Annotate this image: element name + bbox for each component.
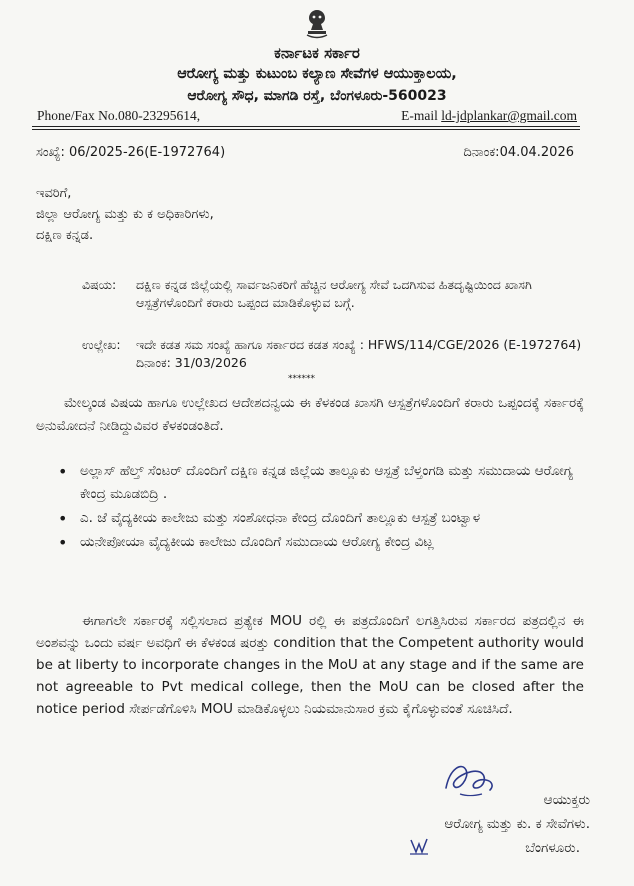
list-item: • ಎ. ಜೆ ವೈದ್ಯಕೀಯ ಕಾಲೇಜು ಮತ್ತು ಸಂಶೋಧನಾ ಕೇಂದ್ರ ದೊಂದಿಗೆ ತಾಲ್ಲೂಕು ಆಸ್ಪತ್ರೆ ಬಂಟ್ವಾಳ — [58, 507, 584, 530]
signatory-title: ಆಯುಕ್ತರು — [543, 792, 590, 808]
list-item: • ಯನೇಪೋಯಾ ವೈದ್ಯಕೀಯ ಕಾಲೇಜು ದೊಂದಿಗೆ ಸಮುದಾಯ ಆರೋಗ್ಯ ಕೇಂದ್ರ ವಿಟ್ಲ — [58, 531, 584, 554]
letter-date: ದಿನಾಂಕ:04.04.2026 — [463, 145, 574, 160]
list-item: • ಅಲ್ಲಾಸ್ ಹೆಲ್ತ್ ಸೆಂಟರ್ ದೊಂದಿಗೆ ದಕ್ಷಿಣ ಕನ್ನಡ ಜಿಲ್ಲೆಯ ತಾಲ್ಲೂಕು ಆಸ್ಪತ್ರೆ ಬೆಳ್ತಂಗಡಿ ಮತ್ತು ಸಮುದಾಯ ಆರೋಗ್ಯ ಕೇಂದ್ರ ಮೂಡಬಿದ್ರಿ . — [58, 460, 584, 506]
subject-text: ದಕ್ಷಿಣ ಕನ್ನಡ ಜಿಲ್ಲೆಯಲ್ಲಿ ಸಾರ್ವಜನಿಕರಿಗೆ ಹೆಚ್ಚಿನ ಆರೋಗ್ಯ ಸೇವೆ ಒದಗಿಸುವ ಹಿತದೃಷ್ಟಿಯಿಂದ ಖಾಸಗಿ ಆಸ್ಪತ್ರೆಗಳೊಂದಿಗೆ ಕರಾರು ಒಪ್ಪಂದ ಮಾಡಿಕೊಳ್ಳುವ ಬಗ್ಗೆ. — [136, 277, 532, 310]
reference-text: ಇದೇ ಕಡತ ಸಮ ಸಂಖ್ಯೆ ಹಾಗೂ ಸರ್ಕಾರದ ಕಡತ ಸಂಖ್ಯೆ : HFWS/114/CGE/2026 (E-1972764) ದಿನಾಂಕ: 31/03/2026 — [136, 337, 582, 370]
signatory-dept: ಆರೋಗ್ಯ ಮತ್ತು ಕು. ಕ ಸೇವೆಗಳು. — [444, 816, 590, 832]
letterhead-phone: Phone/Fax No.080-23295614, — [37, 108, 201, 123]
email-address: ld-jdplankar@gmail.com — [441, 108, 577, 123]
reference-number: ಸಂಖ್ಯೆ: 06/2025-26(E-1972764) — [36, 145, 226, 160]
letterhead-office: ಆರೋಗ್ಯ ಮತ್ತು ಕುಟುಂಬ ಕಲ್ಯಾಣ ಸೇವೆಗಳ ಆಯುಕ್ತಾಲಯ, — [177, 66, 457, 82]
subject-label: ವಿಷಯ: — [82, 277, 117, 292]
letterhead-email — [401, 108, 577, 124]
signatory-place: ಬೆಂಗಳೂರು. — [525, 840, 580, 856]
hospital-list — [58, 460, 584, 555]
closing-paragraph: ಈಗಾಗಲೇ ಸರ್ಕಾರಕ್ಕೆ ಸಲ್ಲಿಸಲಾದ ಪ್ರತ್ಯೇಕ MOU ರಲ್ಲಿ ಈ ಪತ್ರದೊಂದಿಗೆ ಲಗತ್ತಿಸಿರುವ ಸರ್ಕಾರದ ಪತ್ರದಲ್ಲಿನ ಈ ಅಂಶವನ್ನು ಒಂದು ವರ್ಷ ಅವಧಿಗೆ ಈ ಕೆಳಕಂಡ ಷರತ್ತು condition that the Competent authority would be at liberty to incorporate changes in the MoU at any stage and if the same are not agreeable to Pvt medical college, then the MoU can be closed after the notice period ಸೇರ್ಪಡೆಗೊಳಿಸಿ MOU ಮಾಡಿಕೊಳ್ಳಲು ನಿಯಮಾನುಸಾರ ಕ್ರಮ ಕೈಗೊಳ್ಳುವಂತೆ ಸೂಚಿಸಿದೆ. — [36, 613, 584, 717]
header-rule — [32, 126, 580, 127]
reference-label: ಉಲ್ಲೇಖ: — [82, 337, 121, 352]
intro-paragraph: ಮೇಲ್ಕಂಡ ವಿಷಯ ಹಾಗೂ ಉಲ್ಲೇಖದ ಆದೇಶದನ್ವಯ ಈ ಕೆಳಕಂಡ ಖಾಸಗಿ ಆಸ್ಪತ್ರೆಗಳೊಂದಿಗೆ ಕರಾರು ಒಪ್ಪಂದಕ್ಕೆ ಸರ್ಕಾರಕ್ಕೆ ಅನುಮೋದನೆ ನೀಡಿದ್ದುವಿವರ ಕೆಳಕಂಡಂತಿದೆ. — [36, 395, 584, 434]
reference-block — [82, 336, 582, 372]
header-rule-secondary — [32, 129, 580, 130]
email-label: E-mail — [401, 108, 442, 123]
recipient-line: ಇವರಿಗೆ, — [36, 186, 72, 201]
recipient-line: ದಕ್ಷಿಣ ಕನ್ನಡ. — [36, 228, 94, 243]
recipient-line: ಜಿಲ್ಲಾ ಆರೋಗ್ಯ ಮತ್ತು ಕು ಕ ಅಧಿಕಾರಿಗಳು, — [36, 207, 214, 222]
initial-mark-icon — [408, 836, 430, 856]
recipient-block — [36, 183, 214, 246]
state-emblem-icon — [303, 8, 331, 42]
subject-block — [82, 276, 562, 312]
signatory-block — [370, 788, 590, 860]
letterhead-address: ಆರೋಗ್ಯ ಸೌಧ, ಮಾಗಡಿ ರಸ್ತೆ, ಬೆಂಗಳೂರು-560023 — [187, 88, 447, 104]
letterhead-government: ಕರ್ನಾಟಕ ಸರ್ಕಾರ — [274, 44, 360, 62]
separator: ****** — [288, 374, 315, 384]
